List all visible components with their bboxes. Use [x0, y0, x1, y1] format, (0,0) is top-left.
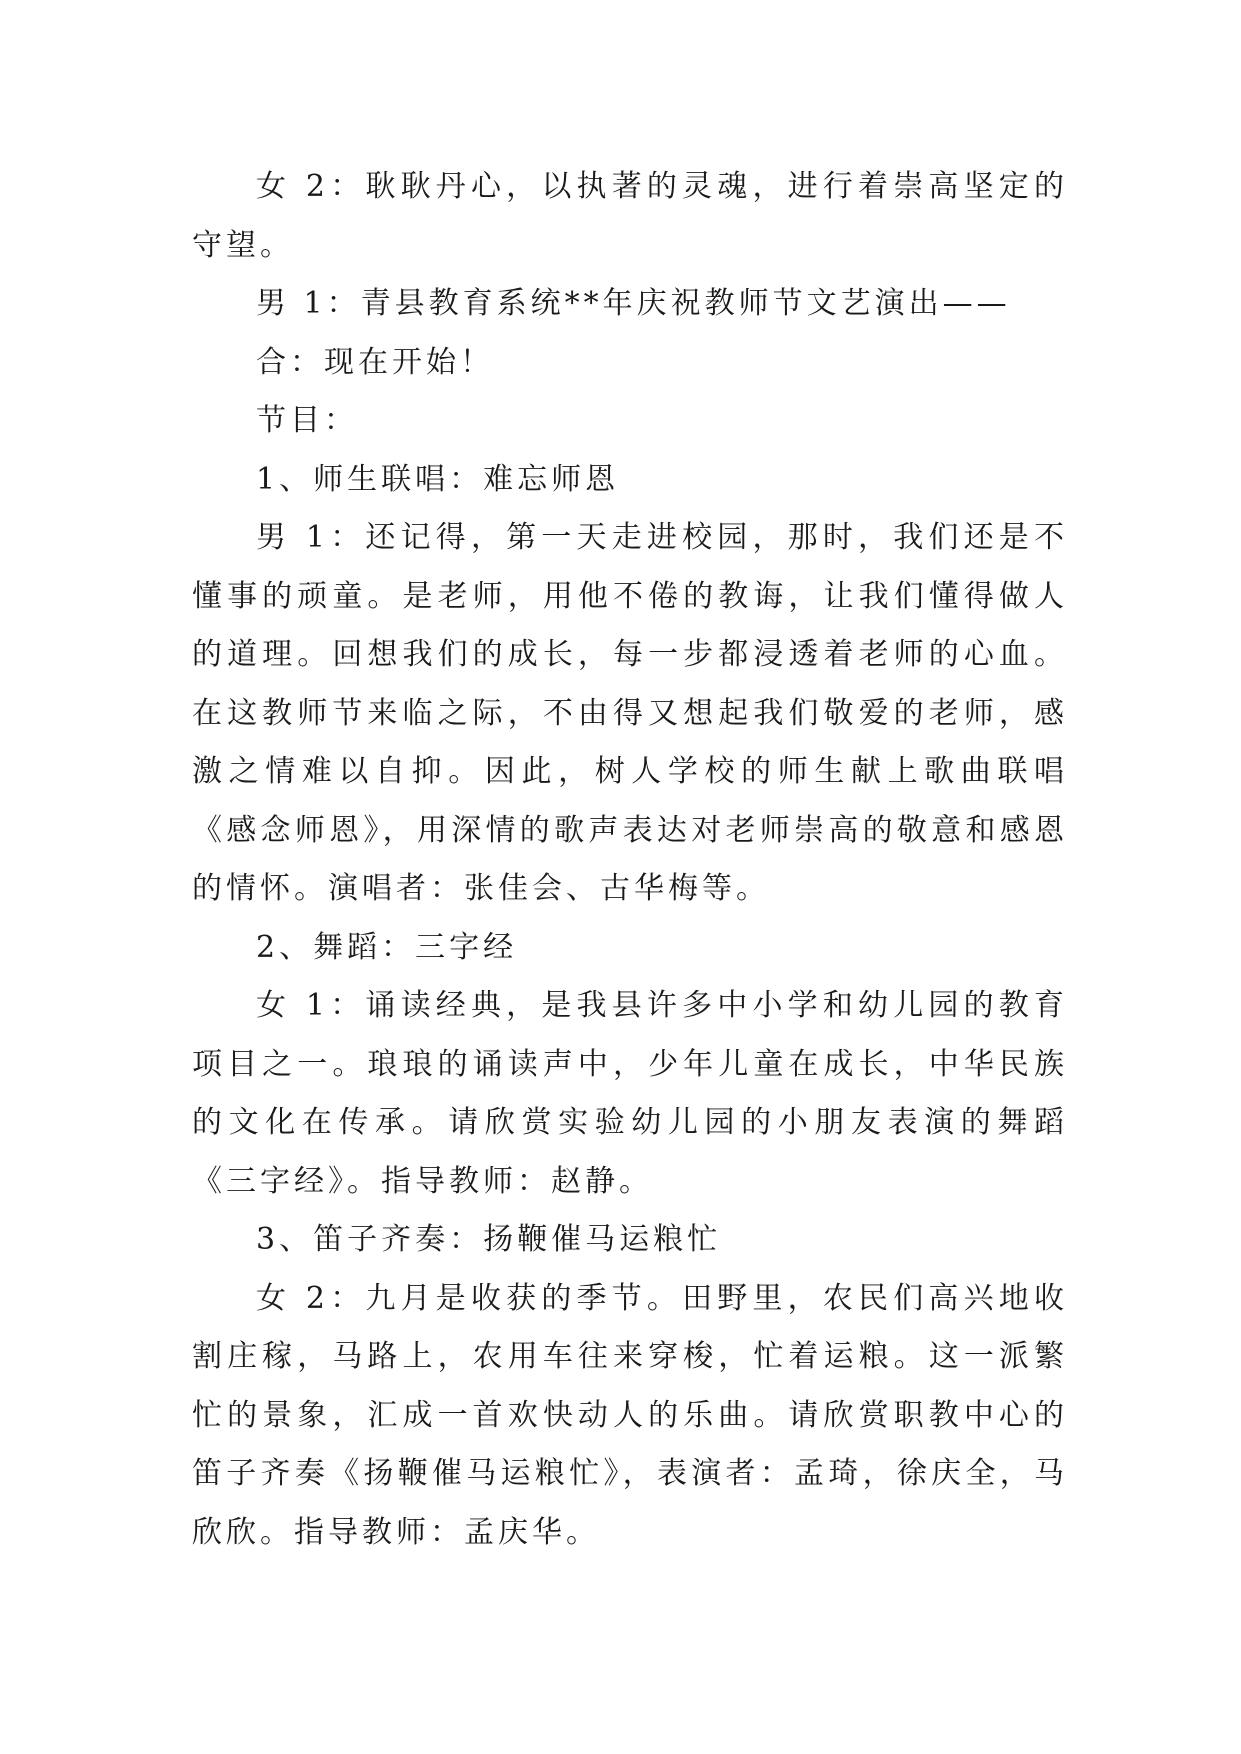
paragraph-item-2-title: 2、舞蹈：三字经	[256, 929, 518, 965]
paragraph-closing-line-female-2: 女 2：耿耿丹心，以执著的灵魂，进行着崇高坚定的守望。	[192, 169, 1068, 263]
paragraph-item-1-intro: 男 1：还记得，第一天走进校园，那时，我们还是不懂事的顽童。是老师，用他不倦的教诲，让我们懂得做人的道理。回想我们的成长，每一步都浸透着老师的心血。在这教师节来临之际，不由得又想起我们敬爱的老师，感激之情难以自抑。因此，树人学校的师生献上歌曲联唱《感念师恩》，用深情的歌声表达对老师崇高的敬意和感恩的情怀。演唱者：张佳会、古华梅等。	[192, 520, 1068, 906]
paragraph-start-together: 合：现在开始！	[256, 344, 494, 380]
paragraph-show-title-male-1: 男 1：青县教育系统**年庆祝教师节文艺演出——	[256, 286, 1011, 321]
paragraph-item-2-intro: 女 1：诵读经典，是我县许多中小学和幼儿园的教育项目之一。琅琅的诵读声中，少年儿童在成长，中华民族的文化在传承。请欣赏实验幼儿园的小朋友表演的舞蹈《三字经》。指导教师：赵静。	[192, 988, 1068, 1199]
paragraph-item-1-title: 1、师生联唱：难忘师恩	[256, 461, 620, 497]
document-body	[192, 158, 1068, 1562]
paragraph-item-3-title: 3、笛子齐奏：扬鞭催马运粮忙	[256, 1222, 722, 1257]
paragraph-program-heading: 节目：	[256, 403, 358, 438]
paragraph-item-3-intro: 女 2：九月是收获的季节。田野里，农民们高兴地收割庄稼，马路上，农用车往来穿梭，忙着运粮。这一派繁忙的景象，汇成一首欢快动人的乐曲。请欣赏职教中心的笛子齐奏《扬鞭催马运粮忙》，表演者：孟琦，徐庆全，马欣欣。指导教师：孟庆华。	[192, 1280, 1068, 1550]
